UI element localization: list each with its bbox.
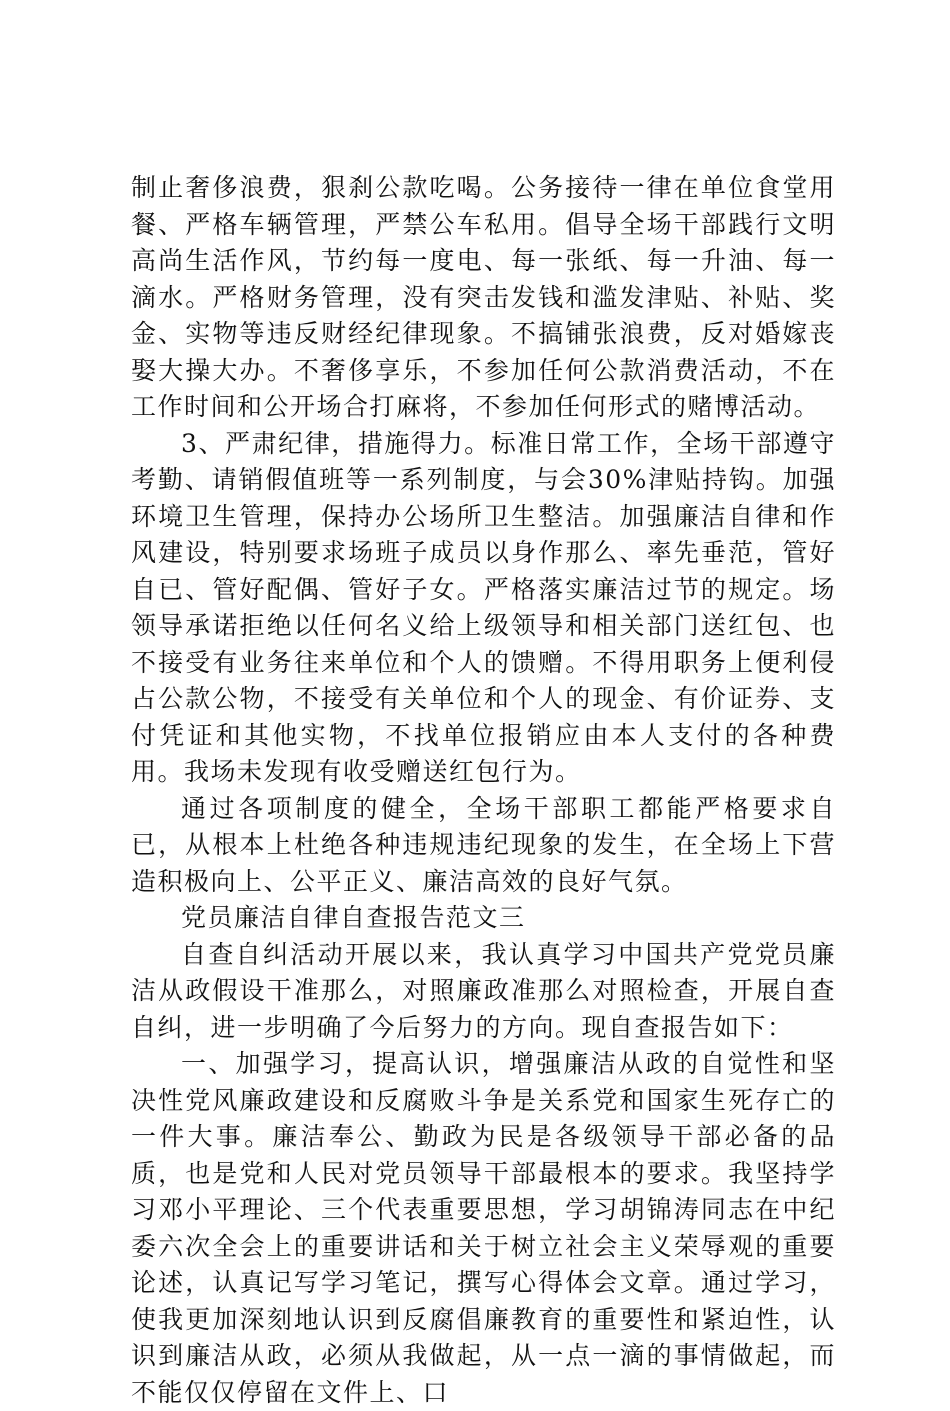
paragraph-discipline: 3、严肃纪律，措施得力。标准日常工作，全场干部遵守考勤、请销假值班等一系列制度，与会30%津贴持钩。加强环境卫生管理，保持办公场所卫生整洁。加强廉洁自律和作风建设，特别要求场班子成员以身作那么、率先垂范，管好自已、管好配偶、管好子女。严格落实廉洁过节的规定。场领导承诺拒绝以任何名义给上级领导和相关部门送红包、也不接受有业务往来单位和个人的馈赠。不得用职务上便利侵占公款公物，不接受有关单位和个人的现金、有价证券、支付凭证和其他实物，不找单位报销应由本人支付的各种费用。我场未发现有收受赠送红包行为。 (131, 428, 836, 786)
document-body (131, 170, 836, 1411)
paragraph-summary: 通过各项制度的健全，全场干部职工都能严格要求自已，从根本上杜绝各种违规违纪现象的发生，在全场上下营造积极向上、公平正义、廉洁高效的良好气氛。 (131, 793, 836, 896)
paragraph-continuation: 制止奢侈浪费，狠刹公款吃喝。公务接待一律在单位食堂用餐、严格车辆管理，严禁公车私用。倡导全场干部践行文明高尚生活作风，节约每一度电、每一张纸、每一升油、每一滴水。严格财务管理，没有突击发钱和滥发津贴、补贴、奖金、实物等违反财经纪律现象。不搞铺张浪费，反对婚嫁丧娶大操大办。不奢侈享乐，不参加任何公款消费活动，不在工作时间和公开场合打麻将，不参加任何形式的赌博活动。 (131, 173, 836, 421)
paragraph-intro: 自查自纠活动开展以来，我认真学习中国共产党党员廉洁从政假设干准那么，对照廉政准那么对照检查，开展自查自纠，进一步明确了今后努力的方向。现自查报告如下： (131, 939, 836, 1042)
paragraph-study: 一、加强学习，提高认识，增强廉洁从政的自觉性和坚决性党风廉政建设和反腐败斗争是关系党和国家生死存亡的一件大事。廉洁奉公、勤政为民是各级领导干部必备的品质，也是党和人民对党员领导干部最根本的要求。我坚持学习邓小平理论、三个代表重要思想，学习胡锦涛同志在中纪委六次全会上的重要讲话和关于树立社会主义荣辱观的重要论述，认真记写学习笔记，撰写心得体会文章。通过学习，使我更加深刻地认识到反腐倡廉教育的重要性和紧迫性，认识到廉洁从政，必须从我做起，从一点一滴的事情做起，而不能仅仅停留在文件上、口 (131, 1049, 836, 1407)
section-heading: 党员廉洁自律自查报告范文三 (181, 903, 526, 932)
